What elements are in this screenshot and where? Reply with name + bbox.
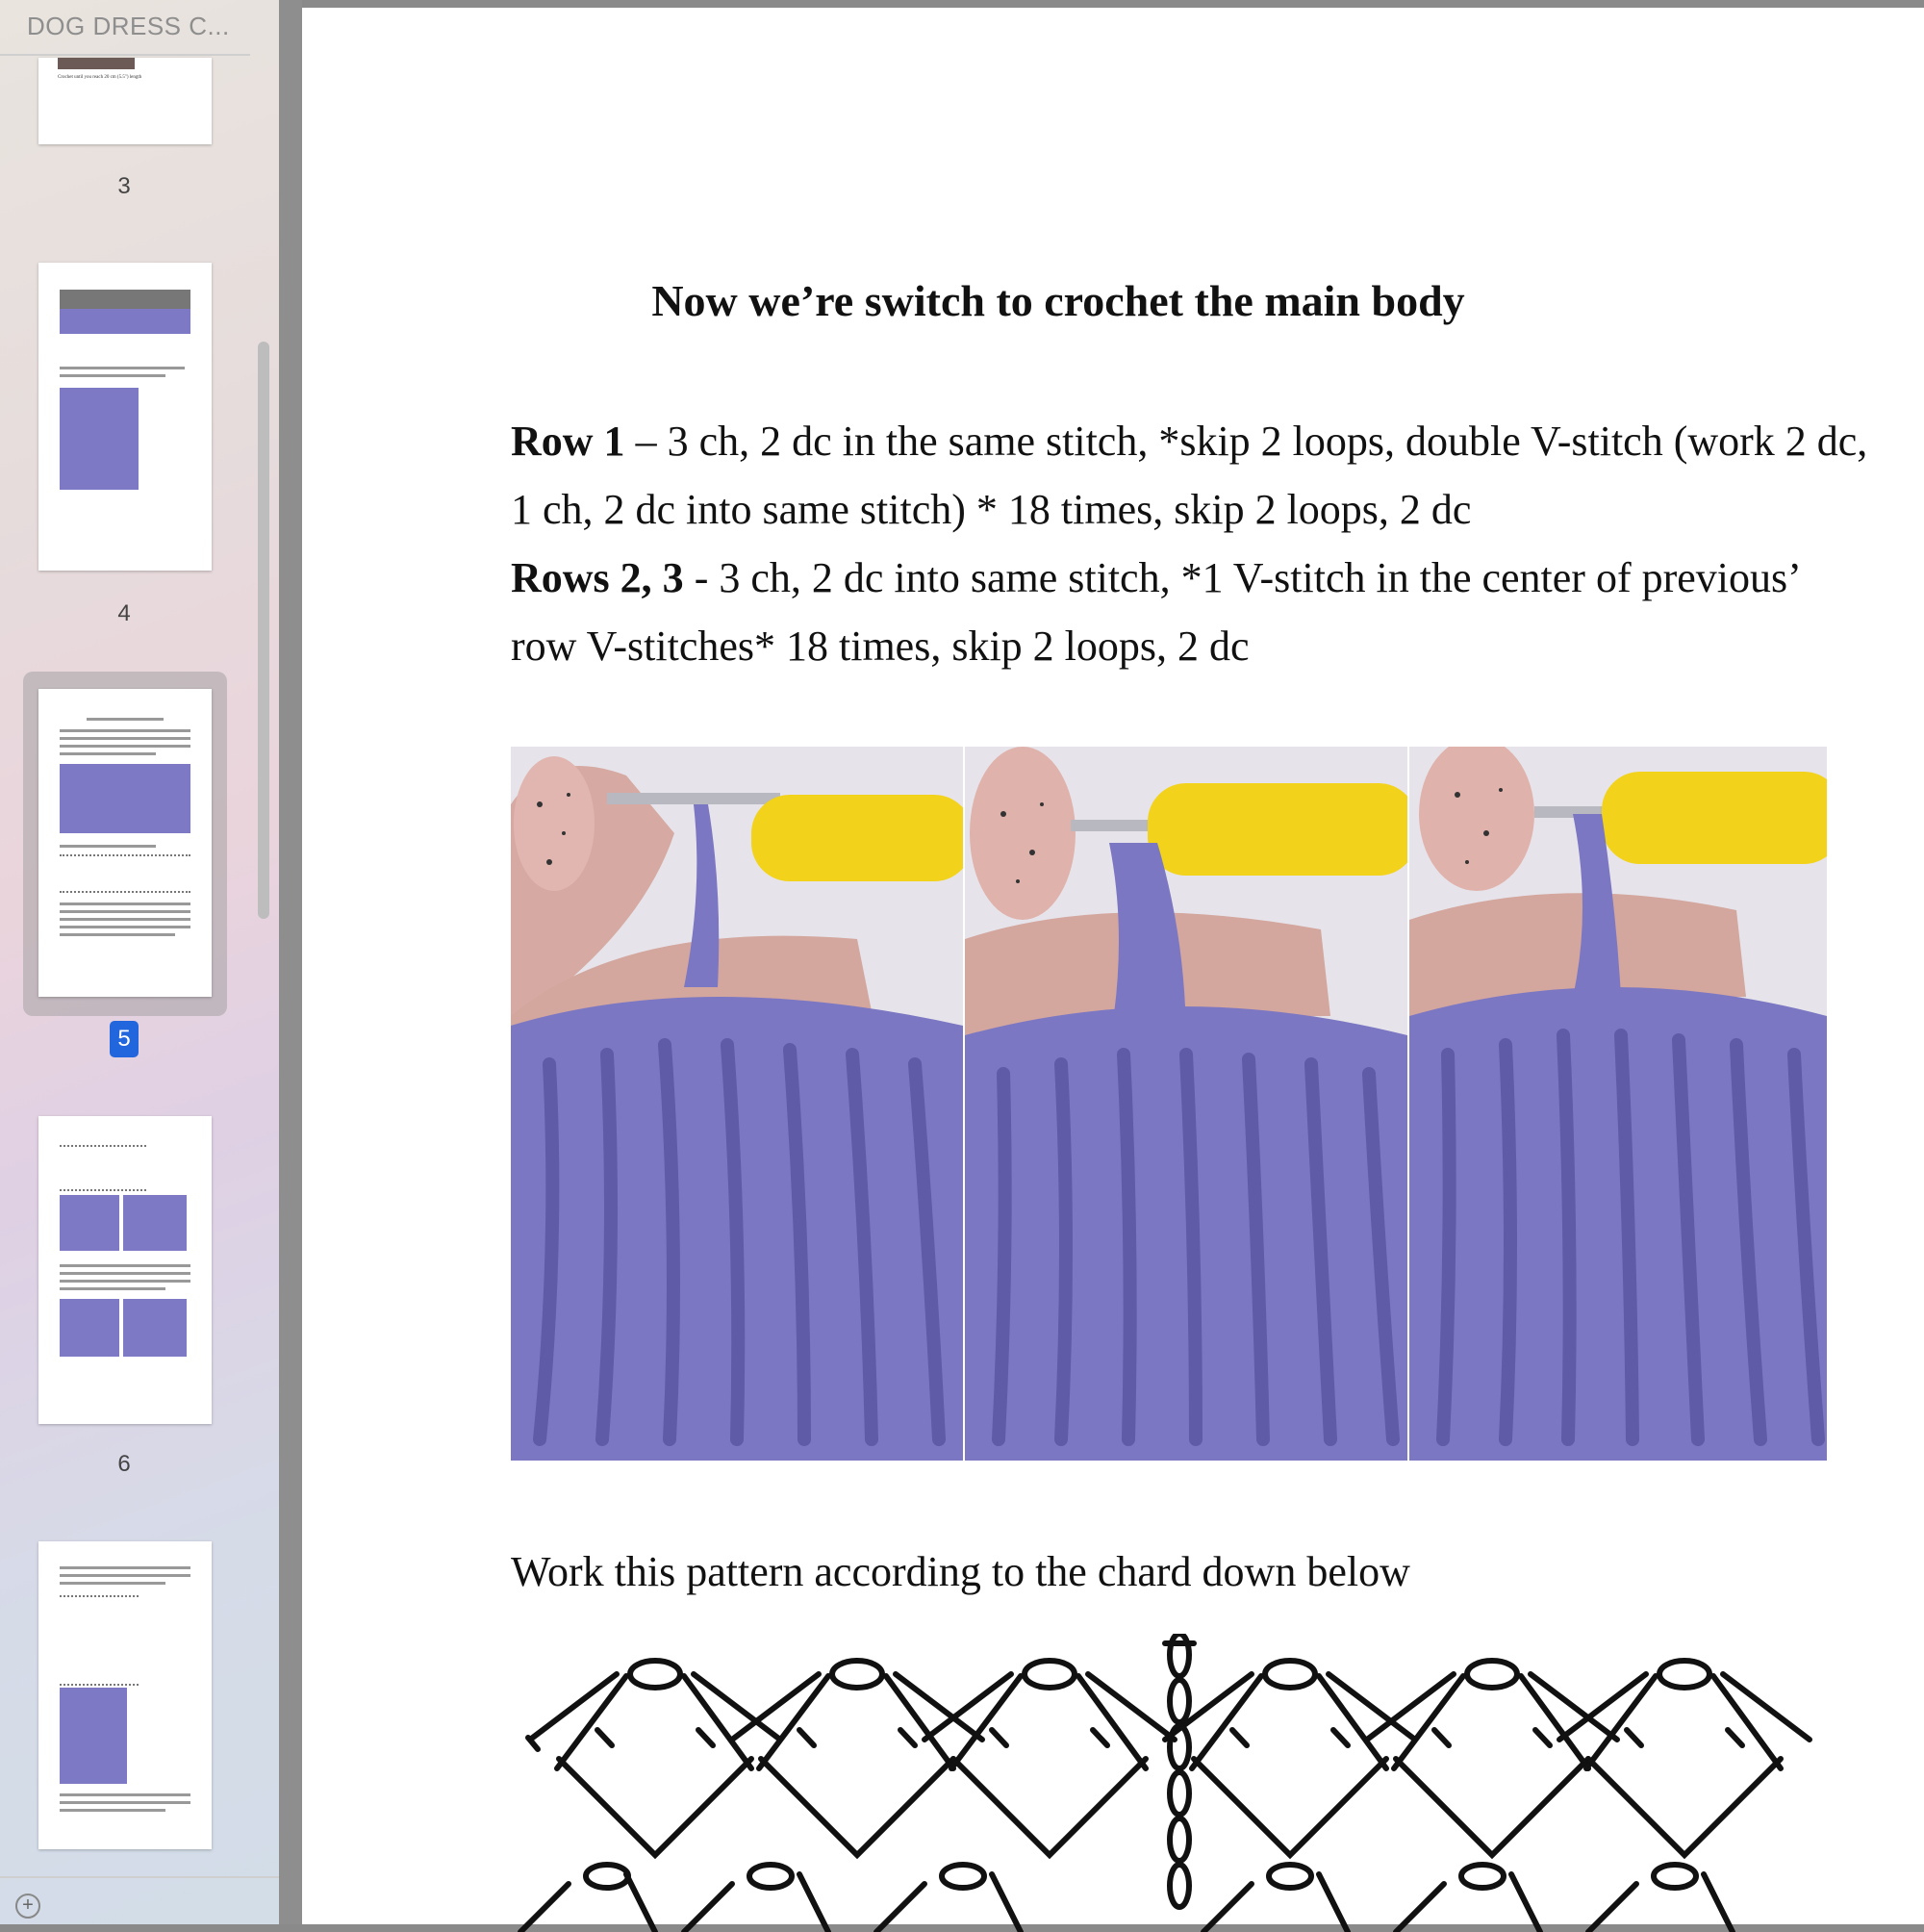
sidebar-divider	[0, 54, 250, 56]
thumbnail-chart	[60, 854, 190, 893]
sidebar-divider	[0, 1876, 279, 1878]
row-1-label: Row 1	[511, 418, 625, 465]
crochet-photo-3	[1409, 747, 1827, 1461]
document-title: DOG DRESS C...	[27, 12, 230, 40]
rows-2-3-instruction-cont: row V-stitches* 18 times, skip 2 loops, 2 dc	[511, 623, 1250, 670]
page-number-5[interactable]: 5	[110, 1021, 139, 1057]
thumbnail-caption: Crochet until you reach 20 cm (5.5") length	[58, 75, 142, 80]
crochet-stitch-chart	[511, 1634, 1827, 1932]
chart-intro-text: Work this pattern according to the chard down below	[511, 1548, 1410, 1595]
thumbnail-photo	[60, 290, 190, 309]
thumbnail-photo	[60, 764, 190, 833]
plus-circle-icon[interactable]: +	[15, 1894, 40, 1919]
document-page	[302, 8, 1924, 1924]
sidebar-scrollbar[interactable]	[258, 342, 269, 919]
thumbnail-photo	[60, 1688, 127, 1784]
thumbnail-photo	[60, 1195, 119, 1251]
rows-2-3-label: Rows 2, 3	[511, 554, 684, 601]
page-number-6[interactable]: 6	[117, 1451, 131, 1477]
thumbnail-page-5[interactable]	[38, 689, 212, 997]
row-1-instruction: Row 1 – 3 ch, 2 dc in the same stitch, *skip 2 loops, double V-stitch (work 2 dc,	[511, 418, 1868, 465]
crochet-photo-1	[511, 747, 963, 1461]
thumbnail-page-7[interactable]	[38, 1541, 212, 1849]
crochet-photos	[511, 747, 1827, 1461]
rows-2-3-instruction: Rows 2, 3 - 3 ch, 2 dc into same stitch, *1 V-stitch in the center of previous’	[511, 554, 1802, 601]
page-number-4[interactable]: 4	[117, 600, 131, 626]
thumbnail-photo	[123, 1299, 187, 1357]
thumbnail-photo	[60, 309, 190, 334]
section-heading: Now we’re switch to crochet the main body	[651, 276, 1465, 325]
thumbnail-page-6[interactable]	[38, 1116, 212, 1424]
crochet-photo-2	[965, 747, 1407, 1461]
thumbnail-page-4[interactable]	[38, 263, 212, 571]
thumbnail-page-3[interactable]	[38, 58, 212, 144]
page-number-3[interactable]: 3	[117, 173, 131, 199]
thumbnail-chart	[60, 1595, 139, 1686]
thumbnail-photo	[60, 1299, 119, 1357]
thumbnail-chart	[60, 1145, 146, 1191]
thumbnail-photo	[123, 1195, 187, 1251]
thumbnail-photo	[60, 388, 139, 490]
thumbnail-photo	[58, 58, 135, 69]
row-1-instruction-cont: 1 ch, 2 dc into same stitch) * 18 times, skip 2 loops, 2 dc	[511, 486, 1472, 533]
